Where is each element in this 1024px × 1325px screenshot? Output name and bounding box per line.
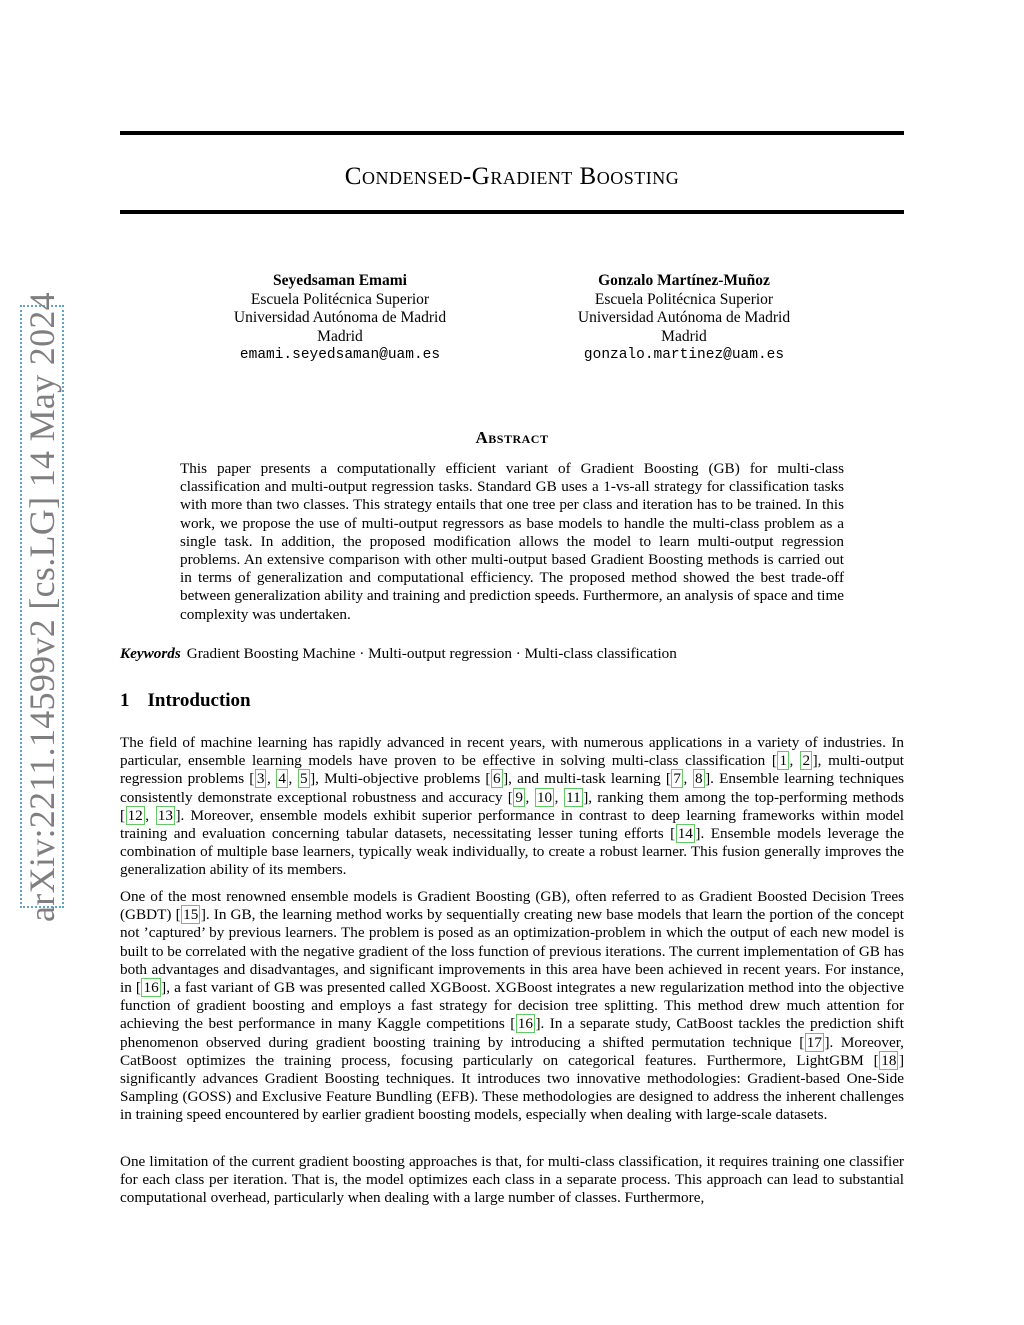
text-run: ], Multi-objective problems [ (310, 770, 491, 788)
text-run: One of the most renowned ensemble models is Gradient Boosting (GB), often referred to as Gradient Boosted Decision Trees (GBDT) [ (120, 888, 904, 924)
author-city: Madrid (317, 327, 363, 345)
author-affiliation: Universidad Autónoma de Madrid (233, 309, 447, 326)
author-email[interactable]: emami.seyedsaman@uam.es (239, 347, 441, 363)
section-title: Introduction (147, 690, 251, 711)
text-run: , (288, 770, 298, 788)
citation-link[interactable]: 3 (256, 770, 265, 788)
citation-link[interactable]: 8 (694, 770, 703, 788)
text-run: ]. Ensemble models leverage the combination of multiple base learners, typically weak individually, to create a robust learner. This fusion generally improves the generalization ability of its members. (120, 825, 904, 879)
author-email[interactable]: gonzalo.martinez@uam.es (583, 347, 785, 363)
text-run: ], a fast variant of GB was presented called XGBoost. XGBoost integrates a new regularization method into the objective function of gradient boosting and employs a fast strategy for decision tree splitting. This method drew much attention for achieving the best performance in many Kaggle competitions [ (120, 979, 904, 1033)
citation-link[interactable]: 16 (517, 1015, 533, 1033)
intro-paragraph-3 (120, 1153, 904, 1208)
intro-paragraph-2 (120, 888, 904, 1125)
citation-link[interactable]: 13 (157, 806, 173, 824)
keywords-label: Keywords (120, 645, 181, 662)
text-run: , (266, 770, 276, 788)
text-run: ]. Moreover, CatBoost optimizes the training process, focusing particularly on categorical features. Furthermore, LightGBM [ (120, 1033, 904, 1069)
text-run: The field of machine learning has rapidly advanced in recent years, with numerous applications in a variety of industries. In particular, ensemble learning models have proven to be effective in solving multi-class classification [ (120, 734, 904, 770)
citation-link[interactable]: 5 (299, 770, 308, 788)
keywords-list: Gradient Boosting Machine · Multi-output regression · Multi-class classification (186, 645, 677, 662)
citation-link[interactable]: 2 (802, 752, 811, 770)
citation-link[interactable]: 11 (566, 788, 581, 806)
text-run: ]. In a separate study, CatBoost tackles the prediction shift phenomenon observed during gradient boosting training by introducing a shifted permutation technique [ (120, 1015, 905, 1051)
title-rule-top (120, 131, 904, 135)
section-heading-introduction (120, 690, 251, 712)
author-block-2 (534, 272, 834, 365)
paper-title: Condensed-Gradient Boosting (344, 163, 680, 190)
intro-paragraph-1 (120, 734, 904, 880)
text-run: ], and multi-task learning [ (503, 770, 671, 788)
title-rule-bottom (120, 210, 904, 214)
text-run: , (145, 806, 156, 824)
author-city: Madrid (661, 327, 707, 345)
text-run: ]. Moreover, ensemble models exhibit superior performance in contrast to deep learning frameworks within model training and evaluation concerning tabular datasets, necessitating lesser tuning efforts [ (120, 806, 904, 843)
text-run: , (683, 770, 693, 788)
text-run: , (789, 752, 800, 770)
author-name: Gonzalo Martínez-Muñoz (598, 272, 770, 289)
keywords-line (120, 645, 904, 663)
arxiv-stamp[interactable] (20, 291, 64, 922)
author-name: Seyedsaman Emami (273, 272, 407, 289)
text-run: ], ranking them among the top-performing methods [ (120, 788, 904, 824)
citation-link[interactable]: 17 (806, 1033, 822, 1051)
citation-link[interactable]: 18 (881, 1051, 897, 1069)
text-run: ], multi-output regression problems [ (120, 752, 905, 788)
author-affiliation: Universidad Autónoma de Madrid (577, 309, 791, 326)
citation-link[interactable]: 9 (515, 788, 523, 806)
text-run: , (554, 788, 564, 806)
citation-link[interactable]: 14 (677, 825, 693, 843)
arxiv-stamp-text[interactable]: arXiv:2211.14599v2 [cs.LG] 14 May 2024 (22, 291, 62, 922)
abstract-text: This paper presents a computationally efficient variant of Gradient Boosting (GB) for multi-class classification and multi-output regression tasks. Standard GB uses a 1-vs-all strategy for classification tasks with more than two classes. This strategy entails that one tree per class and iteration has to be trained. In this work, we propose the use of multi-output regressors as base models to handle the multi-class problem as a single task. In addition, the proposed modification allows the model to learn multi-output regression problems. An extensive comparison with other multi-output based Gradient Boosting methods is carried out in terms of generalization and computational efficiency. The proposed method showed the best trade-off between generalization ability and training and prediction speeds. Furthermore, an analysis of space and time complexity was undertaken. (180, 460, 844, 623)
section-number: 1 (120, 690, 130, 711)
author-affiliation: Escuela Politécnica Superior (594, 290, 774, 308)
text-run: ] significantly advances Gradient Boosting techniques. It introduces two innovative methodologies: Gradient-based One-Side Sampling (GOSS) and Exclusive Feature Bundling (EFB). These methodologies are designed to address the inherent challenges in training speed encountered by earlier gradient boosting models, especially when dealing with large-scale datasets. (120, 1051, 904, 1124)
citation-link[interactable]: 7 (673, 770, 682, 788)
citation-link[interactable]: 15 (183, 906, 199, 924)
citation-link[interactable]: 16 (143, 979, 159, 997)
text-run: ]. In GB, the learning method works by sequentially creating new base models that learn the portion of the concept not ’captured’ by previous learners. The problem is posed as an optimization-problem in which the output of each new model is built to be correlated with the negative gradient of the loss function of previous iterations. The current implementation of GB has both advantages and disadvantages, and significant improvements in this area have been achieved in recent years. For instance, in [ (120, 906, 904, 997)
author-block-1 (190, 272, 490, 365)
text-run: ]. Ensemble learning techniques consistently demonstrate exceptional robustness and accuracy [ (120, 770, 905, 806)
citation-link[interactable]: 4 (278, 770, 286, 788)
paragraph-text: One limitation of the current gradient boosting approaches is that, for multi-class classification, it requires training one classifier for each class per iteration. That is, the model optimizes each class in a separate process. This approach can lead to substantial computational overhead, particularly when dealing with a large number of classes. Furthermore, (120, 1153, 904, 1207)
citation-link[interactable]: 10 (536, 788, 553, 806)
citation-link[interactable]: 12 (127, 806, 143, 824)
abstract-heading: Abstract (475, 428, 549, 447)
citation-link[interactable]: 1 (779, 752, 788, 770)
citation-link[interactable]: 6 (492, 770, 501, 788)
author-affiliation: Escuela Politécnica Superior (250, 290, 430, 308)
text-run: , (525, 788, 535, 806)
